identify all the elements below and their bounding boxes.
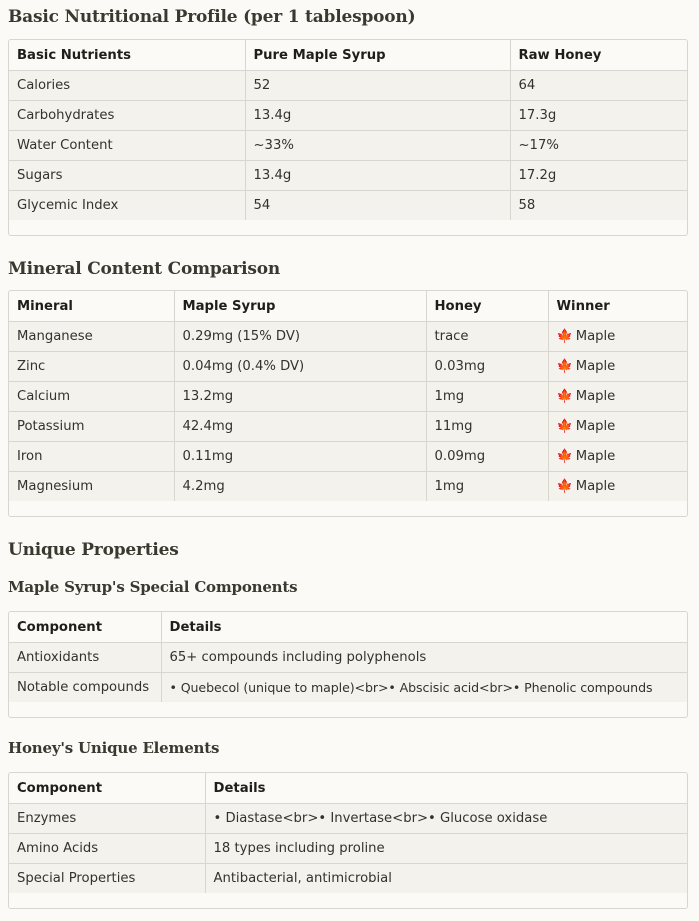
winner-cell	[548, 352, 687, 382]
winner-label: Maple	[575, 419, 616, 434]
maple-value: 0.29mg (15% DV)	[174, 322, 426, 352]
table-row	[9, 472, 687, 502]
winner-cell	[548, 382, 687, 412]
column-header: Details	[161, 612, 687, 643]
table-row	[9, 191, 687, 221]
maple-components-table	[9, 612, 687, 702]
table-header-row	[9, 291, 687, 322]
table-row	[9, 382, 687, 412]
mineral-name: Magnesium	[9, 472, 174, 502]
component-name: Enzymes	[9, 804, 205, 834]
minerals-table-container	[8, 290, 688, 517]
column-header: Basic Nutrients	[9, 40, 245, 71]
column-header: Mineral	[9, 291, 174, 322]
winner-label: Maple	[575, 329, 616, 344]
maple-value: 42.4mg	[174, 412, 426, 442]
nutrition-table	[9, 40, 687, 220]
minerals-table	[9, 291, 687, 501]
table-row	[9, 673, 687, 703]
table-row	[9, 412, 687, 442]
mineral-name: Iron	[9, 442, 174, 472]
honey-value: 17.2g	[510, 161, 687, 191]
component-name: Notable compounds	[9, 673, 161, 703]
column-header: Maple Syrup	[174, 291, 426, 322]
table-row	[9, 864, 687, 894]
nutrient-name: Glycemic Index	[9, 191, 245, 221]
winner-label: Maple	[575, 359, 616, 374]
table-row	[9, 71, 687, 101]
mineral-name: Zinc	[9, 352, 174, 382]
maple-leaf-icon: 🍁	[556, 449, 573, 464]
maple-value: 13.2mg	[174, 382, 426, 412]
honey-value: 0.03mg	[426, 352, 548, 382]
maple-components-table-container	[8, 611, 688, 718]
honey-value: 0.09mg	[426, 442, 548, 472]
maple-value: 0.04mg (0.4% DV)	[174, 352, 426, 382]
honey-elements-table	[9, 773, 687, 893]
table-row	[9, 101, 687, 131]
component-name: Special Properties	[9, 864, 205, 894]
honey-value: trace	[426, 322, 548, 352]
winner-label: Maple	[575, 449, 616, 464]
table-row	[9, 804, 687, 834]
honey-value: 1mg	[426, 472, 548, 502]
maple-value: 13.4g	[245, 161, 510, 191]
mineral-name: Potassium	[9, 412, 174, 442]
honey-elements-heading: Honey's Unique Elements	[8, 739, 220, 757]
table-row	[9, 442, 687, 472]
component-details: Antibacterial, antimicrobial	[213, 871, 392, 886]
honey-value: ~17%	[510, 131, 687, 161]
minerals-heading: Mineral Content Comparison	[8, 259, 281, 279]
table-header-row	[9, 40, 687, 71]
honey-elements-table-container	[8, 772, 688, 909]
table-row	[9, 131, 687, 161]
component-name: Antioxidants	[9, 643, 161, 673]
mineral-name: Manganese	[9, 322, 174, 352]
maple-components-heading: Maple Syrup's Special Components	[8, 578, 298, 596]
maple-value: 52	[245, 71, 510, 101]
honey-value: 11mg	[426, 412, 548, 442]
component-details: • Diastase<br>• Invertase<br>• Glucose oxidase	[205, 804, 687, 834]
table-row	[9, 352, 687, 382]
column-header: Component	[9, 612, 161, 643]
table-header-row	[9, 612, 687, 643]
maple-value: ~33%	[245, 131, 510, 161]
maple-leaf-icon: 🍁	[556, 329, 573, 344]
winner-cell	[548, 442, 687, 472]
maple-value: 0.11mg	[174, 442, 426, 472]
nutrient-name: Sugars	[9, 161, 245, 191]
honey-value: 64	[510, 71, 687, 101]
winner-label: Maple	[575, 479, 616, 494]
nutrient-name: Water Content	[9, 131, 245, 161]
table-header-row	[9, 773, 687, 804]
maple-leaf-icon: 🍁	[556, 419, 573, 434]
honey-value: 58	[518, 198, 536, 213]
winner-label: Maple	[575, 389, 616, 404]
nutrition-heading: Basic Nutritional Profile (per 1 tablespoon)	[8, 7, 416, 27]
winner-cell	[548, 472, 687, 502]
nutrient-name: Carbohydrates	[9, 101, 245, 131]
component-details: 18 types including proline	[205, 834, 687, 864]
component-details: • Quebecol (unique to maple)<br>• Abscisic acid<br>• Phenolic compounds	[169, 680, 653, 695]
column-header: Raw Honey	[510, 40, 687, 71]
table-row	[9, 161, 687, 191]
column-header: Component	[9, 773, 205, 804]
maple-leaf-icon: 🍁	[556, 359, 573, 374]
column-header: Winner	[548, 291, 687, 322]
maple-leaf-icon: 🍁	[556, 389, 573, 404]
nutrient-name: Calories	[9, 71, 245, 101]
component-name: Amino Acids	[9, 834, 205, 864]
mineral-name: Calcium	[9, 382, 174, 412]
table-row	[9, 322, 687, 352]
honey-value: 1mg	[426, 382, 548, 412]
maple-leaf-icon: 🍁	[556, 479, 573, 494]
maple-value: 13.4g	[245, 101, 510, 131]
maple-value: 4.2mg	[174, 472, 426, 502]
honey-value: 17.3g	[510, 101, 687, 131]
column-header: Honey	[426, 291, 548, 322]
table-row	[9, 834, 687, 864]
winner-cell	[548, 412, 687, 442]
unique-properties-heading: Unique Properties	[8, 540, 179, 560]
winner-cell	[548, 322, 687, 352]
maple-value: 54	[245, 191, 510, 221]
column-header: Pure Maple Syrup	[245, 40, 510, 71]
table-row	[9, 643, 687, 673]
nutrition-table-container	[8, 39, 688, 236]
component-details: 65+ compounds including polyphenols	[161, 643, 687, 673]
column-header: Details	[205, 773, 687, 804]
